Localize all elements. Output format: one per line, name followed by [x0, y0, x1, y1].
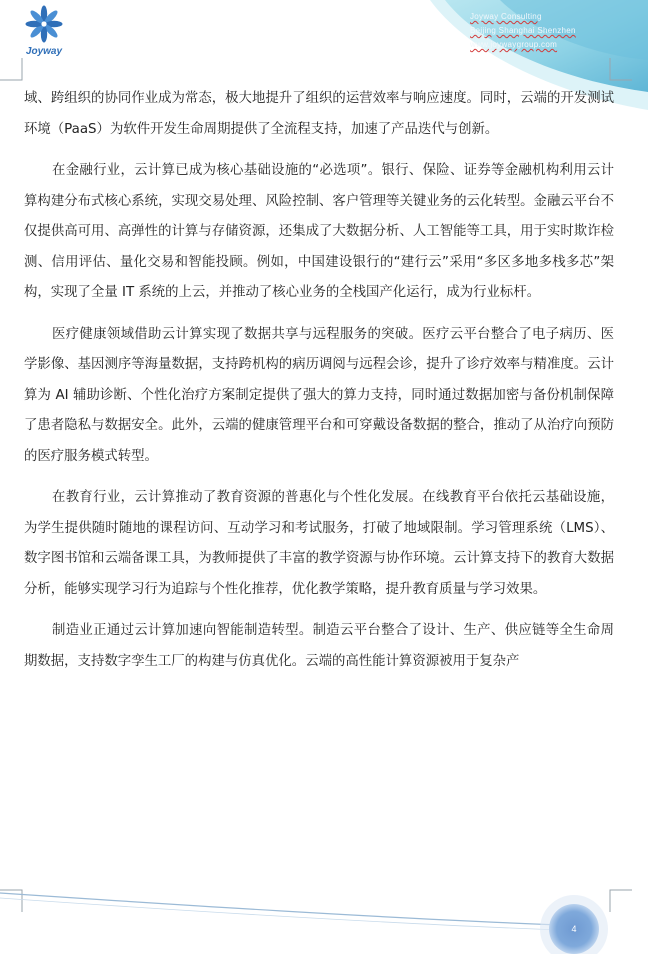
footer-lines	[0, 893, 560, 930]
company-website[interactable]: www.joywaygroup.com	[470, 40, 558, 49]
paragraph-manufacturing: 制造业正通过云计算加速向智能制造转型。制造云平台整合了设计、生产、供应链等全生命周期数据，支持数字孪生工厂的构建与仿真优化。云端的高性能计算资源被用于复杂产	[24, 623, 614, 669]
company-info	[470, 10, 640, 52]
paragraph-finance: 在金融行业，云计算已成为核心基础设施的“必选项”。银行、保险、证券等金融机构利用云计算构建分布式核心系统，实现交易处理、风险控制、客户管理等关键业务的云化转型。金融云平台不仅提供高可用、高弹性的计算与存储资源，还集成了大数据分析、人工智能等工具，用于实时欺诈检测、信用评估、量化交易和智能投顾。例如，中国建设银行的“建行云”采用“多区多地多栈多芯”架构，实现了全量 IT 系统的上云，并推动了核心业务的全栈国产化运行，成为行业标杆。	[24, 163, 614, 300]
paragraph-education: 在教育行业，云计算推动了教育资源的普惠化与个性化发展。在线教育平台依托云基础设施，为学生提供随时随地的课程访问、互动学习和考试服务，打破了地域限制。学习管理系统（LMS）、数字图书馆和云端备课工具，为教师提供了丰富的教学资源与协作环境。云计算支持下的教育大数据分析，能够实现学习行为追踪与个性化推荐，优化教学策略，提升教育质量与学习效果。	[24, 490, 614, 597]
paragraph-continued: 域、跨组织的协同作业成为常态，极大地提升了组织的运营效率与响应速度。同时，云端的开发测试环境（PaaS）为软件开发生命周期提供了全流程支持，加速了产品迭代与创新。	[24, 91, 614, 137]
company-name: Joyway Consulting	[470, 12, 542, 21]
paragraph-healthcare: 医疗健康领域借助云计算实现了数据共享与远程服务的突破。医疗云平台整合了电子病历、医学影像、基因测序等海量数据，支持跨机构的病历调阅与远程会诊，提升了诊疗效率与精准度。云计算为 AI 辅助诊断、个性化治疗方案制定提供了强大的算力支持，同时通过数据加密与备份机制保障了患者隐私与数据安全。此外，云端的健康管理平台和可穿戴设备数据的整合，推动了从治疗向预防的医疗服务模式转型。	[24, 326, 614, 464]
joyway-logo	[20, 4, 68, 57]
page-number: 4	[571, 924, 577, 934]
document-body	[24, 84, 614, 688]
joyway-flower-icon	[22, 4, 66, 44]
logo-text: Joyway	[25, 46, 63, 57]
company-cities: Beijing Shanghai Shenzhen	[470, 26, 576, 35]
